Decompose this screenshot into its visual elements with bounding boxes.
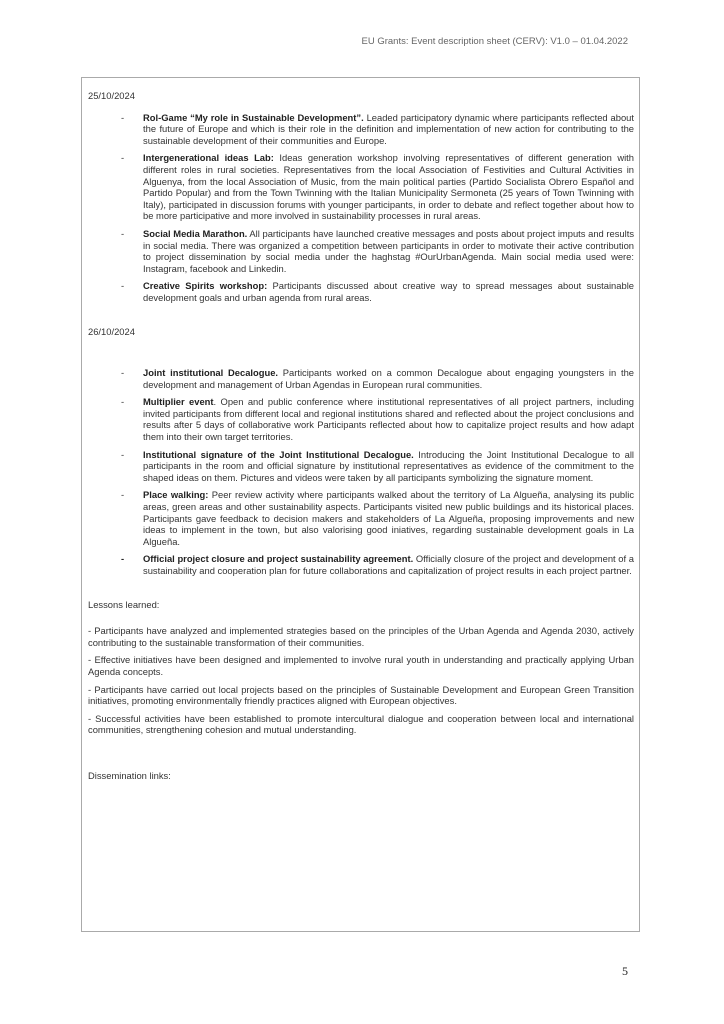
dissemination-links-label: Dissemination links: bbox=[88, 769, 171, 781]
activity-text: All participants have launched creative messages and posts about project imputs and results in social media. There was organized a competition between participants in order to motivate their active contribution to project dissemination by social media under the haghstag #OurUrbanAgenda. Main social media used were: Instagram, facebook and Linkedin. bbox=[143, 227, 635, 274]
lessons-learned-heading: Lessons learned: bbox=[88, 598, 160, 610]
bullet-dash: - bbox=[121, 280, 125, 292]
page-number: 5 bbox=[622, 964, 628, 978]
list-item bbox=[88, 280, 634, 303]
activity-text: Officially closure of the project and development of a sustainability and cooperation plan for future collaborations and capitalization of project results in each project partner. bbox=[143, 553, 634, 576]
bullet-dash: - bbox=[121, 152, 125, 164]
activity-text: Participants discussed about creative way to spread messages about sustainable development goals and urban agenda from rural areas. bbox=[143, 280, 634, 303]
list-item bbox=[88, 152, 634, 222]
activity-title: Intergenerational ideas Lab: bbox=[143, 152, 274, 164]
document-header: EU Grants: Event description sheet (CERV): V1.0 – 01.04.2022 bbox=[361, 36, 628, 47]
event-description-box bbox=[81, 77, 640, 932]
activity-title: Official project closure and project sustainability agreement. bbox=[143, 553, 414, 565]
bullet-dash: - bbox=[121, 489, 125, 501]
activity-text: Ideas generation workshop involving representatives of different generation with different roles in rural societies. Representatives from the local Association of Festivities and Cultural Activities in Alguenya, from the local Association of Music, from the main political parties (Partido Socialista Obrero Español and Partido Popular) and from the Town Twinning with the Italian Municipality Sermoneta (25 years of Town Twinning with Italy), participated in discussion forums with younger participants, in order to debate and reflect together about how to be more participative and more involved in sustainability processes in rural areas. bbox=[143, 152, 635, 222]
activity-text: Introducing the Joint Institutional Decalogue to all participants in the room and official signature by institutional representatives as evidence of the commitment to the shaped ideas on them. Pictures and videos were taken by all participants symbolizing the signature moment. bbox=[143, 448, 634, 483]
lesson-paragraph: - Successful activities have been established to promote intercultural dialogue and cooperation between local and international communities, strengthening cohesion and mutual understanding. bbox=[88, 712, 634, 736]
activity-title: Social Media Marathon. bbox=[143, 227, 248, 239]
bullet-dash: - bbox=[121, 367, 125, 379]
list-item bbox=[88, 396, 634, 442]
bullet-dash: - bbox=[121, 448, 125, 460]
activity-title: Place walking: bbox=[143, 489, 209, 501]
activity-title: Rol-Game “My role in Sustainable Development”. bbox=[143, 111, 364, 123]
list-item bbox=[88, 228, 634, 274]
day1-activity-list bbox=[88, 112, 634, 304]
list-item bbox=[88, 489, 634, 547]
bullet-dash: - bbox=[121, 553, 125, 565]
activity-title: Multiplier event bbox=[143, 396, 214, 408]
activity-title: Creative Spirits workshop: bbox=[143, 280, 268, 292]
bullet-dash: - bbox=[121, 396, 125, 408]
activity-text: Peer review activity where participants walked about the territory of La Algueña, analysing its public areas, green areas and other sustainability aspects. Participants visited new public buildings and its historical places. Participants gave feedback to decision makers and stakeholders of La Algueña, proposing improvements and new ideas to implement in the town, but also valorising good iniatives, regarding sustainable development goals in La Algueña. bbox=[143, 489, 635, 547]
bullet-dash: - bbox=[121, 227, 125, 239]
list-item bbox=[88, 449, 634, 484]
activity-text: Participants worked on a common Decalogue about engaging youngsters in the development and management of Urban Agendas in European rural communities. bbox=[143, 367, 634, 390]
lesson-paragraph: - Effective initiatives have been designed and implemented to involve rural youth in understanding and practically applying Urban Agenda concepts. bbox=[88, 654, 634, 677]
day2-activity-list bbox=[88, 367, 634, 577]
day1-date: 25/10/2024 bbox=[88, 90, 135, 101]
lesson-paragraph: - Participants have carried out local projects based on the principles of Sustainable Development and European Green Transition initiatives, promoting environmentally friendly practices aligned with European objectives. bbox=[88, 683, 634, 707]
list-item bbox=[88, 367, 634, 390]
day2-date: 26/10/2024 bbox=[88, 325, 135, 337]
lesson-paragraph: - Participants have analyzed and implemented strategies based on the principles of the Urban Agenda and Agenda 2030, actively contributing to the sustainable transformation of their communities. bbox=[88, 625, 634, 648]
list-item bbox=[88, 553, 634, 576]
activity-title: Institutional signature of the Joint Institutional Decalogue. bbox=[143, 448, 414, 460]
activity-text: Leaded participatory dynamic where participants reflected about the future of Europe and which is their role in the definition and implementation of new action for contributing to the sustainable development of their communities and Europe. bbox=[143, 111, 634, 146]
activity-title: Joint institutional Decalogue. bbox=[143, 367, 279, 379]
bullet-dash: - bbox=[121, 111, 125, 123]
list-item bbox=[88, 112, 634, 147]
activity-text: . Open and public conference where institutional representatives of all project partners, including invited participants from different local and regional institutions shared and reflected about the project conclusions and results after 5 days of collaborative work Participants reflected about how to capitalize project results and how adapt them into their own target territories. bbox=[143, 396, 634, 443]
